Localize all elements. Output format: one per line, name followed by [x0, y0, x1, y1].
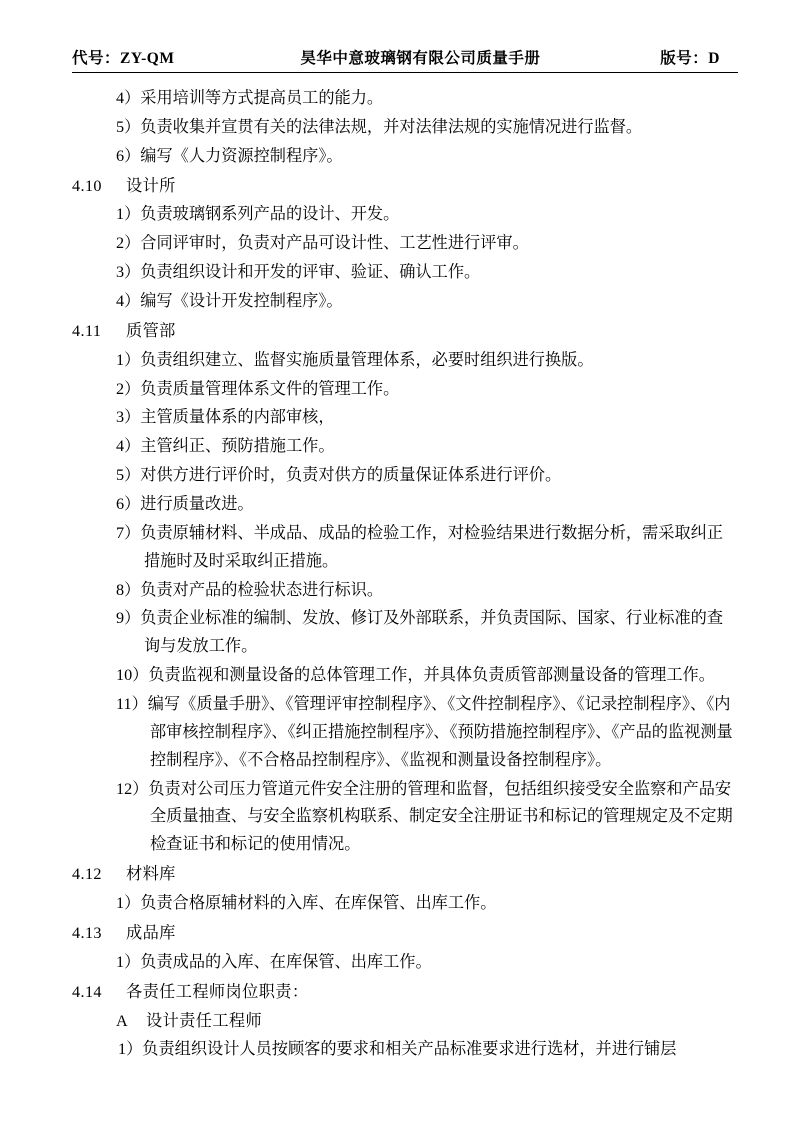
list-item: 11）编写《质量手册》、《管理评审控制程序》、《文件控制程序》、《记录控制程序》、《内部审核控制程序》、《纠正措施控制程序》、《预防措施控制程序》、《产品的监视测量控制程序》、《不合格品控制程序》、《监视和测量设备控制程序》。: [116, 695, 733, 769]
list-item: 3）主管质量体系的内部审核，: [116, 408, 335, 427]
list-item: 8）负责对产品的检验状态进行标识。: [116, 580, 384, 599]
list-item: 5）对供方进行评价时，负责对供方的质量保证体系进行评价。: [116, 466, 562, 485]
list-item: 3）负责组织设计和开发的评审、验证、确认工作。: [116, 263, 481, 282]
section-heading-4-14: [72, 979, 738, 1007]
subsection-heading-a: [72, 1008, 738, 1036]
section-heading-4-10: [72, 173, 738, 201]
list-item: 4）主管纠正、预防措施工作。: [116, 437, 335, 456]
section-title: 各责任工程师岗位职责：: [126, 982, 309, 1001]
section-number: 4.10: [72, 176, 102, 195]
section-heading-4-12: [72, 861, 738, 889]
list-item: 5）负责收集并宣贯有关的法律法规，并对法律法规的实施情况进行监督。: [116, 117, 643, 136]
list-item: 1）负责成品的入库、在库保管、出库工作。: [116, 952, 432, 971]
section-number: 4.12: [72, 865, 102, 884]
list-item: 1）负责组织设计人员按顾客的要求和相关产品标准要求进行选材，并进行铺层: [118, 1040, 677, 1059]
section-title: 材料库: [126, 865, 176, 884]
section-number: 4.14: [72, 982, 102, 1001]
list-item: 7）负责原辅材料、半成品、成品的检验工作，对检验结果进行数据分析，需采取纠正措施时及时采取纠正措施。: [116, 523, 724, 570]
list-item: 9）负责企业标准的编制、发放、修订及外部联系，并负责国际、国家、行业标准的查询与发放工作。: [116, 609, 724, 656]
section-heading-4-11: [72, 318, 738, 346]
document-title: 昊华中意玻璃钢有限公司质量手册: [300, 50, 541, 67]
section-title: 质管部: [126, 321, 176, 340]
page-header: [72, 46, 738, 73]
list-item: 12）负责对公司压力管道元件安全注册的管理和监督，包括组织接受安全监察和产品安全质量抽查、与安全监察机构联系、制定安全注册证书和标记的管理规定及不定期检查证书和标记的使用情况。: [116, 779, 733, 854]
section-number: 4.11: [72, 321, 102, 340]
section-heading-4-13: [72, 920, 738, 948]
list-item: 4）编写《设计开发控制程序》。: [116, 292, 343, 311]
document-body: [72, 85, 738, 1064]
list-item: 2）负责质量管理体系文件的管理工作。: [116, 379, 400, 398]
list-item: 1）负责合格原辅材料的入库、在库保管、出库工作。: [116, 894, 497, 913]
list-item: 1）负责组织建立、监督实施质量管理体系，必要时组织进行换版。: [116, 350, 594, 369]
list-item: 1）负责玻璃钢系列产品的设计、开发。: [116, 205, 400, 224]
list-item: 10）负责监视和测量设备的总体管理工作，并具体负责质管部测量设备的管理工作。: [116, 666, 715, 685]
section-number: 4.13: [72, 923, 102, 942]
document-code: 代号：ZY-QM: [72, 50, 175, 67]
subsection-label: A: [116, 1011, 129, 1030]
subsection-title: 设计责任工程师: [146, 1011, 263, 1030]
list-item: 4）采用培训等方式提高员工的能力。: [116, 89, 384, 107]
list-item: 6）编写《人力资源控制程序》。: [116, 146, 343, 165]
document-version: 版号：D: [660, 50, 720, 67]
list-item: 2）合同评审时，负责对产品可设计性、工艺性进行评审。: [116, 234, 529, 253]
section-title: 成品库: [126, 923, 176, 942]
section-title: 设计所: [126, 176, 176, 195]
list-item: 6）进行质量改进。: [116, 495, 254, 514]
